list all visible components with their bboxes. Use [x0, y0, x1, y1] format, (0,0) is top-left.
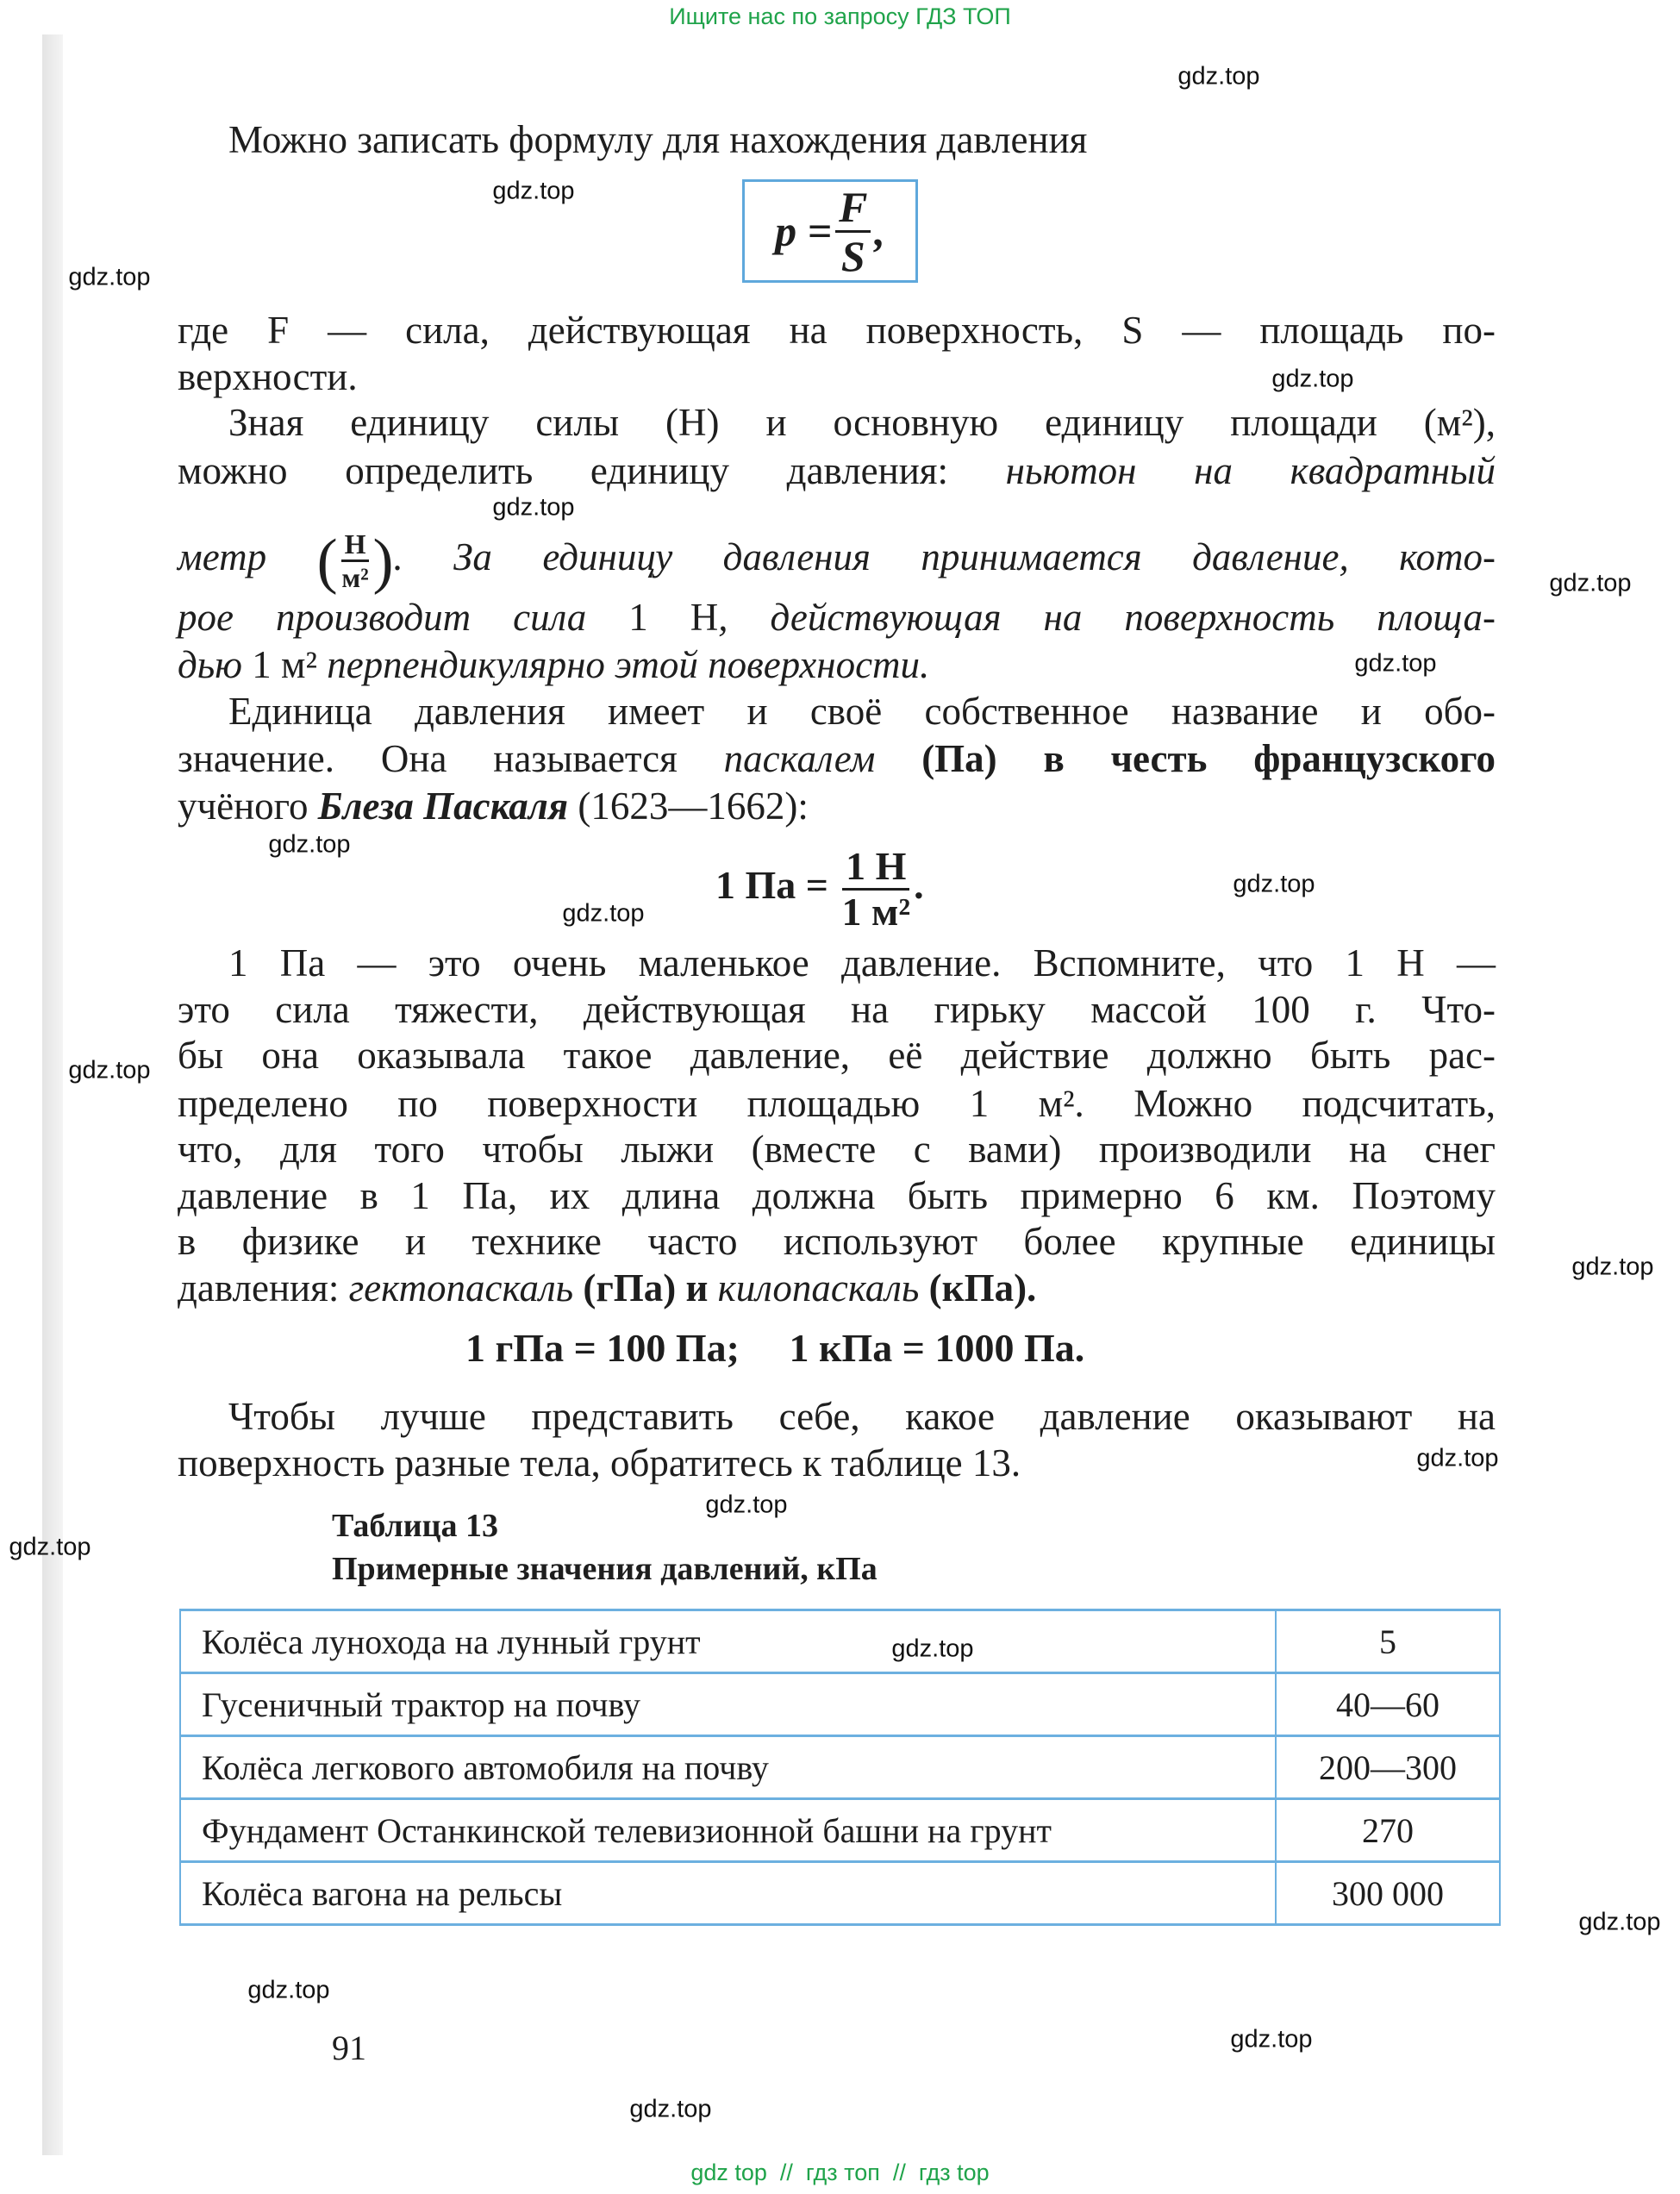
- watermark: gdz.top: [1571, 1253, 1654, 1281]
- paren-close: ): [372, 526, 394, 596]
- italic-definition: перпендикулярно этой поверхности.: [316, 643, 930, 686]
- paren-open: (: [316, 526, 338, 596]
- text-segment: учёного: [178, 784, 318, 828]
- row-name: Колёса вагона на рельсы: [180, 1862, 1276, 1925]
- text-line: в физике и технике часто используют более крупные единицы: [178, 1220, 1496, 1263]
- page-number: 91: [332, 2028, 366, 2067]
- text-line: что, для того чтобы лыжи (вместе с вами) производили на снег: [178, 1128, 1496, 1171]
- text-line: поверхность разные тела, обратитесь к таблице 13.: [178, 1441, 1021, 1485]
- formula-fraction: [835, 182, 871, 280]
- text-segment: (1623—1662):: [568, 784, 809, 828]
- table-row: [180, 1862, 1500, 1925]
- text-line: бы она оказывала такое давление, её действие должно быть рас-: [178, 1034, 1496, 1077]
- row-name: Колёса лунохода на лунный грунт: [180, 1610, 1276, 1673]
- watermark: gdz.top: [9, 1533, 91, 1561]
- formula-period: .: [914, 863, 924, 908]
- text-line: верхности.: [178, 355, 358, 398]
- row-name: Гусеничный трактор на почву: [180, 1673, 1276, 1736]
- row-value: 300 000: [1276, 1862, 1500, 1925]
- unit-conversion-formula: 1 гПа = 100 Па; 1 кПа = 1000 Па.: [465, 1326, 1085, 1370]
- text-line: где F — сила, действующая на поверхность, S — площадь по-: [178, 309, 1496, 352]
- italic-term: гектопаскаль: [348, 1266, 574, 1310]
- row-value: 270: [1276, 1799, 1500, 1862]
- watermark: gdz.top: [1549, 569, 1632, 597]
- watermark: gdz.top: [1177, 62, 1260, 91]
- italic-term: паскалем: [723, 737, 876, 780]
- fraction-denominator: м²: [341, 562, 369, 594]
- page-edge-shadow: [42, 34, 63, 2155]
- bold-term: (гПа) и: [573, 1266, 718, 1310]
- table-row: [180, 1736, 1500, 1799]
- watermark: gdz.top: [492, 493, 575, 522]
- formula-fraction: [841, 844, 911, 934]
- formula-lhs: 1 Па =: [715, 863, 828, 908]
- text-line: [178, 594, 1496, 641]
- italic-definition: рое производит сила: [178, 596, 629, 639]
- pressure-formula-box: [742, 179, 918, 283]
- text-line: [178, 783, 809, 829]
- unit-fraction: [341, 528, 370, 594]
- table-row: [180, 1799, 1500, 1862]
- text-line: давление в 1 Па, их длина должна быть примерно 6 км. Поэтому: [178, 1174, 1496, 1217]
- fraction-denominator: S: [840, 231, 865, 280]
- site-header-banner[interactable]: Ищите нас по запросу ГДЗ ТОП: [669, 3, 1011, 29]
- text-line: Можно записать формулу для нахождения давления: [228, 118, 1088, 161]
- text-segment: 1 м²: [252, 643, 317, 686]
- text-segment: 1 Н: [628, 596, 719, 639]
- bold-italic-name: Блеза Паскаля: [317, 784, 569, 828]
- text-segment: значение. Она называется: [178, 737, 724, 780]
- text-segment: можно определить единицу давления:: [178, 449, 1006, 492]
- text-line: Единица давления имеет и своё собственное название и обо-: [228, 690, 1496, 733]
- italic-definition: дью: [178, 643, 253, 686]
- pascal-formula: [715, 844, 924, 934]
- watermark: gdz.top: [1578, 1908, 1661, 1936]
- formula-lhs: p =: [775, 207, 833, 255]
- table-label: Таблица 13: [332, 1508, 499, 1544]
- text-line: [178, 1265, 1036, 1311]
- row-value: 200—300: [1276, 1736, 1500, 1799]
- text-line: это сила тяжести, действующая на гирьку массой 100 г. Что-: [178, 988, 1496, 1031]
- site-footer-links[interactable]: gdz top // гдз топ // гдз top: [690, 2160, 990, 2185]
- italic-definition: . За единицу давления принимается давление, кото-: [393, 535, 1496, 578]
- text-line: [178, 447, 1496, 494]
- bold-term: (Па) в честь французского: [875, 737, 1496, 780]
- text-line: 1 Па — это очень маленькое давление. Вспомните, что 1 Н —: [228, 941, 1496, 984]
- text-line: [178, 522, 1496, 596]
- watermark: gdz.top: [1230, 2025, 1313, 2053]
- text-line: Зная единицу силы (Н) и основную единицу площади (м²),: [228, 401, 1496, 444]
- row-value: 40—60: [1276, 1673, 1500, 1736]
- watermark: gdz.top: [247, 1976, 330, 2004]
- row-name: Фундамент Останкинской телевизионной башни на грунт: [180, 1799, 1276, 1862]
- watermark: gdz.top: [1271, 365, 1354, 393]
- watermark: gdz.top: [68, 263, 151, 291]
- italic-term: метр: [178, 535, 267, 578]
- watermark: gdz.top: [68, 1056, 151, 1084]
- watermark: gdz.top: [891, 1635, 974, 1663]
- watermark: gdz.top: [629, 2095, 712, 2123]
- watermark: gdz.top: [268, 830, 351, 859]
- table-row: [180, 1673, 1500, 1736]
- text-line: [178, 641, 929, 688]
- watermark: gdz.top: [1233, 870, 1315, 898]
- formula-comma: ,: [874, 207, 885, 255]
- text-line: [178, 735, 1496, 782]
- fraction-numerator: F: [835, 185, 871, 233]
- pressure-table: [179, 1609, 1501, 1926]
- watermark: gdz.top: [705, 1491, 788, 1519]
- row-value: 5: [1276, 1610, 1500, 1673]
- watermark: gdz.top: [1416, 1444, 1499, 1472]
- row-name: Колёса легкового автомобиля на почву: [180, 1736, 1276, 1799]
- watermark: gdz.top: [562, 899, 645, 928]
- table-title: Примерные значения давлений, кПа: [332, 1551, 877, 1587]
- italic-term: ньютон на квадратный: [1005, 449, 1496, 492]
- fraction-numerator: Н: [341, 530, 370, 562]
- watermark: gdz.top: [1354, 649, 1437, 678]
- table-row: [180, 1610, 1500, 1673]
- italic-term: килопаскаль: [717, 1266, 920, 1310]
- bold-term: (кПа).: [919, 1266, 1037, 1310]
- fraction-denominator: 1 м²: [841, 890, 911, 934]
- italic-definition: , действующая на поверхность площа-: [718, 596, 1496, 639]
- fraction-numerator: 1 Н: [842, 847, 909, 891]
- watermark: gdz.top: [492, 177, 575, 205]
- text-line: пределено по поверхности площадью 1 м². Можно подсчитать,: [178, 1082, 1496, 1125]
- text-line: Чтобы лучше представить себе, какое давление оказывают на: [228, 1395, 1496, 1438]
- text-segment: давления:: [178, 1266, 349, 1310]
